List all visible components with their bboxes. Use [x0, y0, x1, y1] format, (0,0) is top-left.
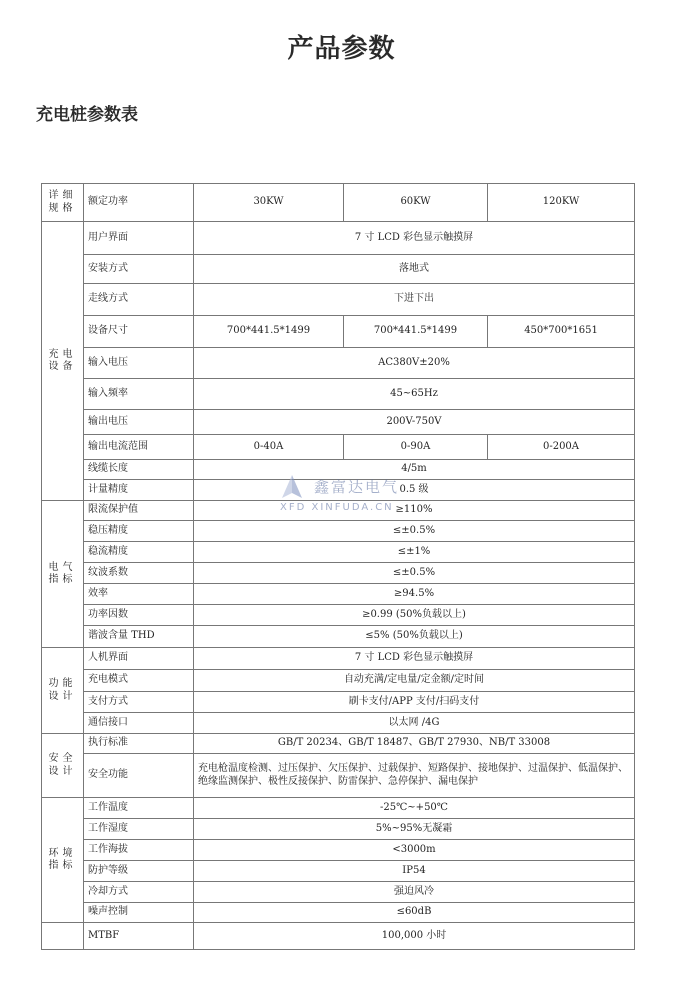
value-cell: ≤60dB: [194, 903, 635, 923]
table-row: [42, 542, 635, 563]
table-row: [42, 379, 635, 410]
value-cell: <3000m: [194, 840, 635, 861]
spec-table: [41, 183, 635, 950]
param-cell: 限流保护值: [84, 501, 194, 521]
param-cell: 输出电压: [84, 410, 194, 435]
model-header-cell: 120KW: [488, 184, 635, 222]
model-header-cell: 30KW: [194, 184, 344, 222]
param-cell: 安全功能: [84, 754, 194, 798]
value-cell: ≤±0.5%: [194, 563, 635, 584]
table-row: [42, 460, 635, 480]
table-row: [42, 819, 635, 840]
table-row: [42, 713, 635, 734]
value-cell: ≥94.5%: [194, 584, 635, 605]
value-cell: 45~65Hz: [194, 379, 635, 410]
table-row: [42, 882, 635, 903]
table-row: [42, 692, 635, 713]
value-cell: 100,000 小时: [194, 923, 635, 950]
category-cell: 充电设备: [42, 222, 84, 501]
table-row: [42, 798, 635, 819]
value-cell: 自动充满/定电量/定金额/定时间: [194, 670, 635, 692]
category-cell: [42, 923, 84, 950]
watermark-text-en: XFD XINFUDA.CN: [280, 502, 394, 513]
param-cell: 执行标准: [84, 734, 194, 754]
param-cell: 计量精度: [84, 480, 194, 501]
value-cell: 700*441.5*1499: [344, 316, 488, 348]
value-cell: AC380V±20%: [194, 348, 635, 379]
table-row: [42, 903, 635, 923]
param-cell: 线缆长度: [84, 460, 194, 480]
value-cell: 以太网 /4G: [194, 713, 635, 734]
category-cell: 电气指标: [42, 501, 84, 648]
param-cell: 设备尺寸: [84, 316, 194, 348]
param-cell: 纹波系数: [84, 563, 194, 584]
value-cell: ≥0.99 (50%负载以上): [194, 605, 635, 626]
category-cell: 安全设计: [42, 734, 84, 798]
value-cell: 7 寸 LCD 彩色显示触摸屏: [194, 648, 635, 670]
value-cell: 强迫风冷: [194, 882, 635, 903]
table-row: [42, 316, 635, 348]
model-header-cell: 60KW: [344, 184, 488, 222]
value-cell: 200V-750V: [194, 410, 635, 435]
param-cell: 支付方式: [84, 692, 194, 713]
table-row: [42, 754, 635, 798]
param-cell: 功率因数: [84, 605, 194, 626]
table-row: [42, 348, 635, 379]
param-cell: 输入频率: [84, 379, 194, 410]
param-cell: 冷却方式: [84, 882, 194, 903]
value-cell: 充电枪温度检测、过压保护、欠压保护、过载保护、短路保护、接地保护、过温保护、低温保护、绝缘监测保护、极性反接保护、防雷保护、急停保护、漏电保护: [194, 754, 635, 798]
table-row: [42, 584, 635, 605]
value-cell: -25℃~+50℃: [194, 798, 635, 819]
table-row: [42, 626, 635, 648]
table-row: [42, 410, 635, 435]
value-cell: 450*700*1651: [488, 316, 635, 348]
table-row: [42, 501, 635, 521]
param-cell: 防护等级: [84, 861, 194, 882]
table-row: [42, 480, 635, 501]
table-row: [42, 840, 635, 861]
table-row: [42, 861, 635, 882]
param-cell: 谐波含量 THD: [84, 626, 194, 648]
value-cell: GB/T 20234、GB/T 18487、GB/T 27930、NB/T 33008: [194, 734, 635, 754]
param-cell: 工作湿度: [84, 819, 194, 840]
param-cell: 稳压精度: [84, 521, 194, 542]
table-row: [42, 605, 635, 626]
table-row: [42, 284, 635, 316]
param-cell: 工作海拔: [84, 840, 194, 861]
value-cell: 5%~95%无凝霜: [194, 819, 635, 840]
value-cell: 下进下出: [194, 284, 635, 316]
value-cell: 落地式: [194, 255, 635, 284]
value-cell: 0.5 级: [194, 480, 635, 501]
table-row: [42, 521, 635, 542]
value-cell: 7 寸 LCD 彩色显示触摸屏: [194, 222, 635, 255]
watermark-text-cn: 鑫富达电气: [314, 478, 400, 496]
table-row: [42, 670, 635, 692]
param-cell: 输出电流范围: [84, 435, 194, 460]
param-cell: 额定功率: [84, 184, 194, 222]
value-cell: 刷卡支付/APP 支付/扫码支付: [194, 692, 635, 713]
value-cell: 0-200A: [488, 435, 635, 460]
param-cell: 输入电压: [84, 348, 194, 379]
value-cell: 0-40A: [194, 435, 344, 460]
value-cell: ≥110%: [194, 501, 635, 521]
table-row: [42, 255, 635, 284]
table-header-row: [42, 184, 635, 222]
param-cell: 稳流精度: [84, 542, 194, 563]
category-cell: 详细规格: [42, 184, 84, 222]
value-cell: ≤±0.5%: [194, 521, 635, 542]
param-cell: 走线方式: [84, 284, 194, 316]
table-row: [42, 734, 635, 754]
value-cell: 700*441.5*1499: [194, 316, 344, 348]
category-cell: 环境指标: [42, 798, 84, 923]
param-cell: 噪声控制: [84, 903, 194, 923]
param-cell: 效率: [84, 584, 194, 605]
table-row: [42, 923, 635, 950]
table-row: [42, 222, 635, 255]
value-cell: IP54: [194, 861, 635, 882]
value-cell: ≤±1%: [194, 542, 635, 563]
table-row: [42, 563, 635, 584]
section-title: 充电桩参数表: [36, 105, 138, 125]
value-cell: 4/5m: [194, 460, 635, 480]
value-cell: 0-90A: [344, 435, 488, 460]
param-cell: 安装方式: [84, 255, 194, 284]
param-cell: MTBF: [84, 923, 194, 950]
param-cell: 用户界面: [84, 222, 194, 255]
page-title: 产品参数: [287, 34, 396, 64]
param-cell: 充电模式: [84, 670, 194, 692]
param-cell: 通信接口: [84, 713, 194, 734]
table-row: [42, 435, 635, 460]
table-row: [42, 648, 635, 670]
value-cell: ≤5% (50%负载以上): [194, 626, 635, 648]
param-cell: 工作温度: [84, 798, 194, 819]
param-cell: 人机界面: [84, 648, 194, 670]
category-cell: 功能设计: [42, 648, 84, 734]
